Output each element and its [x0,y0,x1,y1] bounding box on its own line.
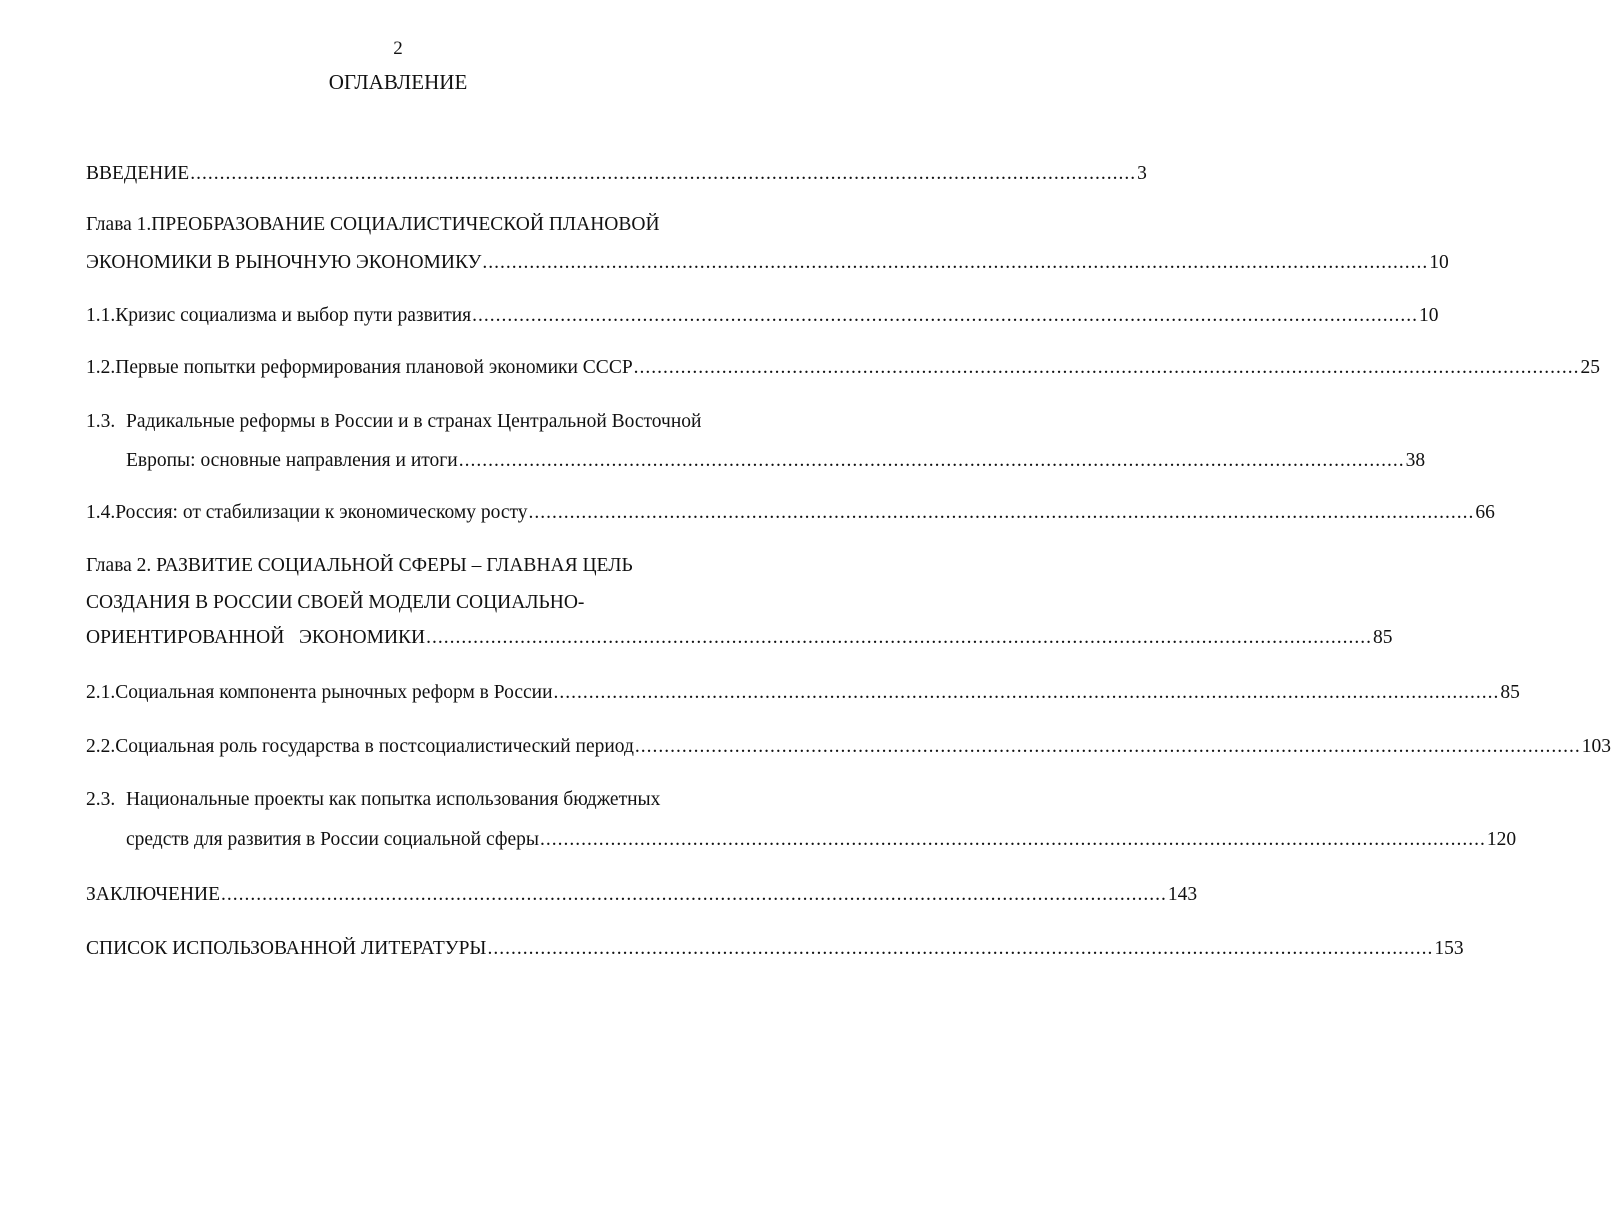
section-number: 1.2. [86,357,116,378]
leader-dots: ................................................................................................................................................................. [426,627,1373,648]
leader-dots: ................................................................................................................................................................. [634,736,1581,757]
toc-entry-1-1[interactable] [86,304,1439,328]
chapter-2-title-line1: Глава 2. РАЗВИТИЕ СОЦИАЛЬНОЙ СФЕРЫ – ГЛАВНАЯ ЦЕЛЬ [86,555,633,576]
toc-entry-conclusion[interactable] [86,883,1198,907]
toc-page-number: 143 [1167,884,1198,905]
section-number: 1.1. [86,305,116,326]
leader-dots: ................................................................................................................................................................. [633,357,1580,378]
page-number: 2 [393,38,403,59]
page-title: ОГЛАВЛЕНИЕ [328,70,468,94]
section-number: 1.4. [86,502,116,523]
toc-entry-2-3-line1 [86,788,736,812]
toc-page-number: 85 [1500,682,1520,703]
chapter-2-title-line2: СОЗДАНИЯ В РОССИИ СВОЕЙ МОДЕЛИ СОЦИАЛЬНО- [86,592,585,613]
toc-page-number: 103 [1581,736,1611,757]
leader-dots: ................................................................................................................................................................. [528,502,1475,523]
toc-entry-text: Радикальные реформы в России и в странах Центральной Восточной [126,411,702,432]
leader-dots: ................................................................................................................................................................. [221,884,1167,905]
section-number: 2.2. [86,736,116,757]
leader-dots: ................................................................................................................................................................. [190,163,1137,184]
toc-page-number: 10 [1429,252,1449,273]
toc-entry-text: ЗАКЛЮЧЕНИЕ [86,884,221,905]
section-number: 2.3. [86,789,116,810]
toc-entry-1-2[interactable] [86,356,1601,380]
section-number: 2.1. [86,682,116,703]
toc-entry-2-1[interactable] [86,681,1520,705]
toc-entry-chapter-1[interactable] [86,251,1449,275]
toc-page-number: 25 [1580,357,1601,378]
toc-page-number: 38 [1405,450,1426,471]
toc-page-number: 153 [1434,938,1464,959]
section-number: 1.3. [86,411,116,432]
toc-entry-intro[interactable] [86,162,1147,186]
leader-dots: ................................................................................................................................................................. [482,252,1429,273]
toc-entry-text: Национальные проекты как попытка использования бюджетных [126,789,661,810]
toc-entry-text: Кризис социализма и выбор пути развития [115,305,472,326]
toc-entry-text: ВВЕДЕНИЕ [86,163,190,184]
toc-page-number: 3 [1137,163,1147,184]
toc-page-number: 85 [1373,627,1393,648]
leader-dots: ................................................................................................................................................................. [458,450,1405,471]
toc-entry-2-2[interactable] [86,735,1611,759]
toc-entry-1-3-line1 [86,410,736,434]
chapter-1-title-line1: Глава 1.ПРЕОБРАЗОВАНИЕ СОЦИАЛИСТИЧЕСКОЙ ПЛАНОВОЙ [86,214,660,235]
toc-page-number: 10 [1419,305,1439,326]
toc-entry-chapter-2[interactable] [86,626,1393,650]
toc-entry-text: СПИСОК ИСПОЛЬЗОВАННОЙ ЛИТЕРАТУРЫ [86,938,487,959]
toc-page-number: 120 [1486,829,1517,850]
leader-dots: ................................................................................................................................................................. [540,829,1486,850]
toc-entry-text: Россия: от стабилизации к экономическому росту [115,502,528,523]
leader-dots: ................................................................................................................................................................. [472,305,1419,326]
leader-dots: ................................................................................................................................................................. [487,938,1434,959]
toc-page-number: 66 [1475,502,1495,523]
toc-entry-text: Социальная компонента рыночных реформ в России [115,682,553,703]
leader-dots: ................................................................................................................................................................. [553,682,1500,703]
toc-entry-text: Первые попытки реформирования плановой экономики СССР [115,357,633,378]
toc-entry-text: Социальная роль государства в постсоциалистический период [115,736,634,757]
toc-entry-text: ЭКОНОМИКИ В РЫНОЧНУЮ ЭКОНОМИКУ [86,252,482,273]
toc-entry-text: ОРИЕНТИРОВАННОЙ ЭКОНОМИКИ [86,627,426,648]
toc-entry-text: средств для развития в России социальной сферы [126,829,540,850]
toc-entry-text: Европы: основные направления и итоги [126,450,458,471]
toc-entry-references[interactable] [86,937,1464,961]
toc-entry-2-3[interactable] [126,828,1517,852]
toc-entry-1-4[interactable] [86,501,1495,525]
toc-entry-1-3[interactable] [126,449,1426,473]
